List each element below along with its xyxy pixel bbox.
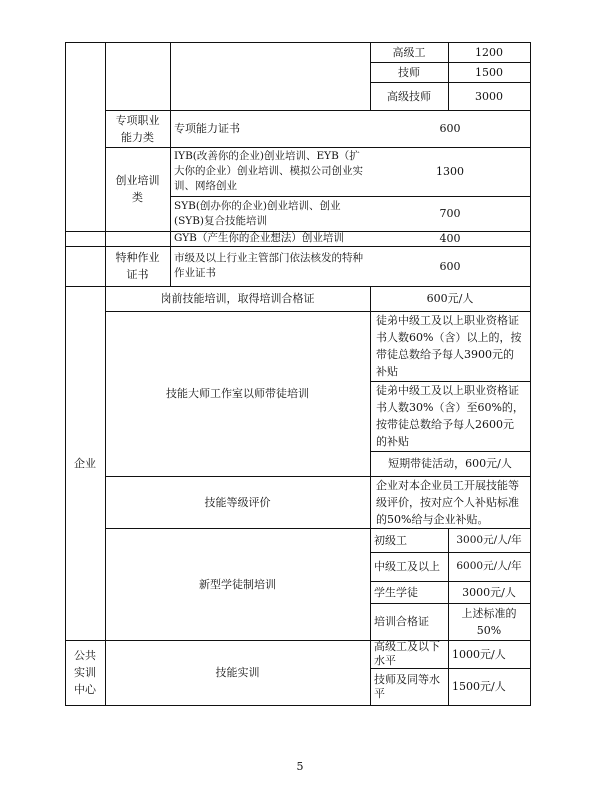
public-value: 1500元/人 (452, 680, 506, 693)
level-name: 高级工 (392, 45, 426, 59)
startup-value: 1300 (436, 165, 464, 178)
special-ability-item: 专项能力证书 (174, 122, 240, 135)
pre-job-value: 600元/人 (426, 292, 474, 305)
apprentice-value: 3000元/人/年 (456, 533, 522, 546)
master-studio-rule: 短期带徒活动，600元/人 (388, 457, 512, 470)
apprentice-value: 3000元/人 (462, 585, 516, 599)
level-name: 高级技师 (387, 89, 431, 103)
public-name: 高级工及以下水平 (374, 640, 440, 667)
level-value: 1200 (475, 45, 503, 59)
enterprise-label: 企业 (74, 456, 96, 470)
apprentice-name: 培训合格证 (374, 615, 429, 628)
startup-item: GYB（产生你的企业想法）创业培训 (174, 232, 344, 244)
apprentice-value: 上述标准的50% (461, 606, 517, 637)
special-work-category: 特种作业证书 (115, 251, 160, 281)
special-work-value: 600 (439, 259, 461, 273)
startup-category: 创业培训类 (115, 174, 160, 204)
rule (65, 705, 530, 706)
evaluation-item: 技能等级评价 (204, 495, 271, 509)
master-studio-rule: 徒弟中级工及以上职业资格证书人数60%（含）以上的，按带徒总数给予每人3900元的补贴 (376, 314, 522, 378)
special-ability-value: 600 (439, 122, 461, 135)
level-value: 3000 (475, 89, 503, 103)
public-item: 技能实训 (215, 666, 260, 679)
startup-value: 400 (439, 232, 461, 245)
pre-job-item: 岗前技能培训，取得培训合格证 (160, 292, 315, 305)
master-studio-rule: 徒弟中级工及以上职业资格证书人数30%（含）至60%的，按带徒总数给予每人2600元的补贴 (376, 384, 524, 448)
level-value: 1500 (475, 65, 503, 79)
public-label: 公共实训中心 (74, 649, 96, 696)
startup-item: SYB(创办你的企业)创业培训、创业(SYB)复合技能培训 (174, 199, 341, 227)
startup-value: 700 (439, 207, 461, 220)
public-name: 技师及同等水平 (374, 672, 440, 700)
apprentice-name: 中级工及以上 (374, 560, 440, 573)
apprentice-item: 新型学徒制培训 (199, 577, 276, 591)
special-ability-category: 专项职业能力类 (115, 113, 160, 144)
master-studio-item: 技能大师工作室以师带徒培训 (166, 387, 309, 400)
apprentice-name: 初级工 (374, 533, 407, 547)
apprentice-name: 学生学徒 (374, 585, 418, 599)
level-name: 技师 (398, 65, 420, 79)
evaluation-value: 企业对本企业员工开展技能等级评价，按对应个人补贴标准的50%给与企业补贴。 (376, 478, 519, 526)
rule (530, 42, 531, 706)
page-number: 5 (296, 760, 304, 773)
public-value: 1000元/人 (452, 647, 506, 661)
apprentice-value: 6000元/人/年 (456, 560, 522, 572)
startup-item: IYB(改善你的企业)创业培训、EYB（扩大你的企业）创业培训、模拟公司创业实训、网络创业 (174, 150, 363, 192)
special-work-item: 市级及以上行业主管部门依法核发的特种作业证书 (174, 252, 363, 279)
